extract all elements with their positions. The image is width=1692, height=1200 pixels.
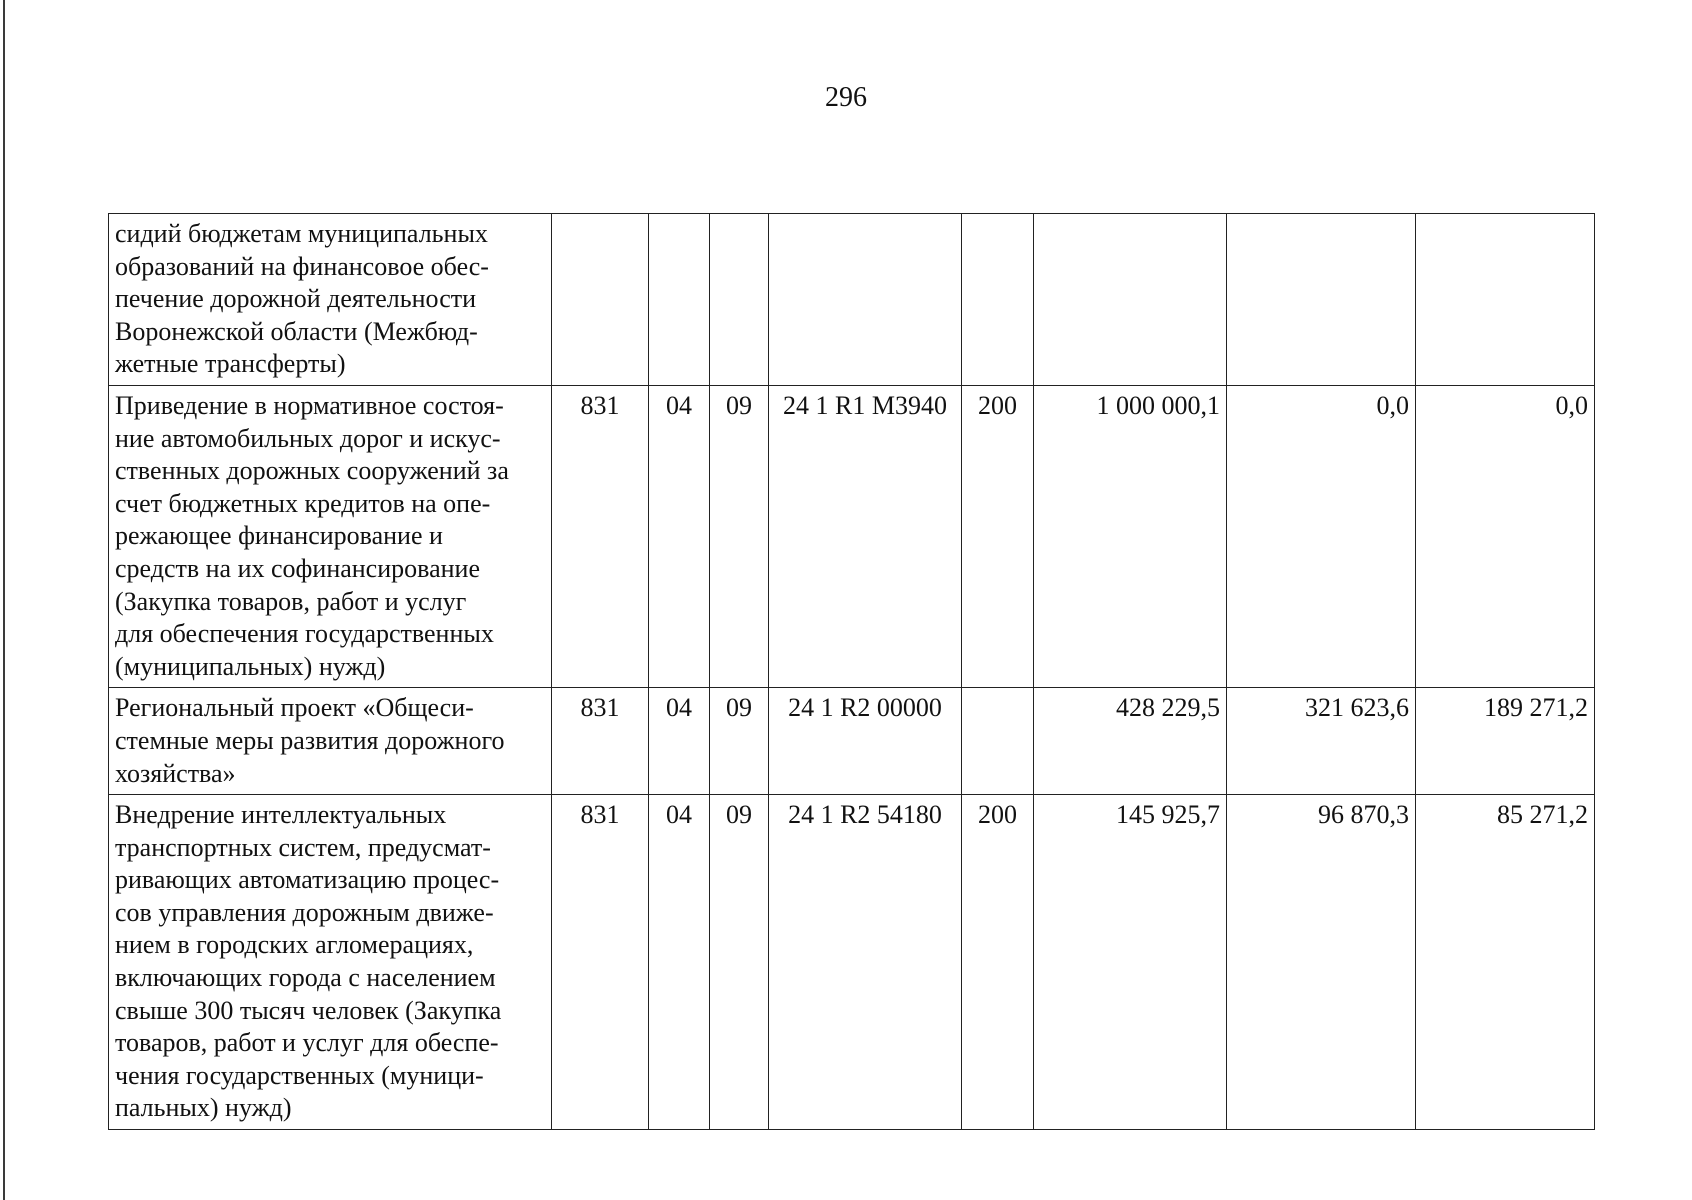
amount-year-3-cell: 189 271,2 bbox=[1416, 688, 1595, 795]
amount-year-1-cell: 428 229,5 bbox=[1034, 688, 1227, 795]
expense-type-cell: 200 bbox=[962, 385, 1034, 687]
target-article-cell: 24 1 R1 M3940 bbox=[769, 385, 962, 687]
expense-type-cell bbox=[962, 688, 1034, 795]
description-line: товаров, работ и услуг для обеспе- bbox=[115, 1028, 499, 1058]
amount-year-2-cell: 0,0 bbox=[1227, 385, 1416, 687]
amount-year-2-cell bbox=[1227, 214, 1416, 386]
table-row bbox=[109, 214, 1595, 386]
description-line: счет бюджетных кредитов на опе- bbox=[115, 488, 491, 518]
description-line: стемные меры развития дорожного bbox=[115, 725, 505, 755]
description-line: (муниципальных) нужд) bbox=[115, 651, 386, 681]
description-line: свыше 300 тысяч человек (Закупка bbox=[115, 995, 502, 1025]
description-line: (Закупка товаров, работ и услуг bbox=[115, 586, 467, 616]
subsection-code-cell bbox=[710, 214, 769, 386]
description-line: печение дорожной деятельности bbox=[115, 284, 477, 314]
description-line: ривающих автоматизацию процес- bbox=[115, 865, 500, 895]
description-line: пальных) нужд) bbox=[115, 1093, 292, 1123]
description-line: режающее финансирование и bbox=[115, 521, 443, 551]
expense-type-cell: 200 bbox=[962, 795, 1034, 1130]
page-number: 296 bbox=[825, 82, 867, 113]
expense-type-cell bbox=[962, 214, 1034, 386]
table-row bbox=[109, 688, 1595, 795]
target-article-cell bbox=[769, 214, 962, 386]
amount-year-3-cell: 0,0 bbox=[1416, 385, 1595, 687]
description-cell bbox=[109, 688, 552, 795]
ministry-code-cell: 831 bbox=[552, 795, 649, 1130]
amount-year-2-cell: 96 870,3 bbox=[1227, 795, 1416, 1130]
description-line: включающих города с населением bbox=[115, 963, 496, 993]
target-article-cell: 24 1 R2 00000 bbox=[769, 688, 962, 795]
description-line: Региональный проект «Общеси- bbox=[115, 693, 474, 723]
section-code-cell: 04 bbox=[649, 385, 710, 687]
description-cell bbox=[109, 385, 552, 687]
description-line: образований на финансовое обес- bbox=[115, 251, 489, 281]
description-line: жетные трансферты) bbox=[115, 349, 346, 379]
section-code-cell bbox=[649, 214, 710, 386]
description-line: хозяйства» bbox=[115, 758, 236, 788]
target-article-cell: 24 1 R2 54180 bbox=[769, 795, 962, 1130]
description-line: Приведение в нормативное состоя- bbox=[115, 390, 504, 420]
table-row bbox=[109, 795, 1595, 1130]
section-code-cell: 04 bbox=[649, 688, 710, 795]
description-line: средств на их софинансирование bbox=[115, 553, 480, 583]
table-row bbox=[109, 385, 1595, 687]
budget-table-body bbox=[109, 214, 1595, 1130]
subsection-code-cell: 09 bbox=[710, 795, 769, 1130]
description-line: чения государственных (муници- bbox=[115, 1060, 484, 1090]
ministry-code-cell bbox=[552, 214, 649, 386]
description-line: Внедрение интеллектуальных bbox=[115, 800, 447, 830]
amount-year-1-cell bbox=[1034, 214, 1227, 386]
description-line: ние автомобильных дорог и искус- bbox=[115, 423, 501, 453]
ministry-code-cell: 831 bbox=[552, 688, 649, 795]
subsection-code-cell: 09 bbox=[710, 688, 769, 795]
description-line: нием в городских агломерациях, bbox=[115, 930, 474, 960]
amount-year-2-cell: 321 623,6 bbox=[1227, 688, 1416, 795]
ministry-code-cell: 831 bbox=[552, 385, 649, 687]
description-cell bbox=[109, 214, 552, 386]
budget-table bbox=[108, 213, 1595, 1130]
description-line: ственных дорожных сооружений за bbox=[115, 456, 509, 486]
amount-year-3-cell bbox=[1416, 214, 1595, 386]
amount-year-3-cell: 85 271,2 bbox=[1416, 795, 1595, 1130]
description-line: транспортных систем, предусмат- bbox=[115, 832, 491, 862]
description-cell bbox=[109, 795, 552, 1130]
amount-year-1-cell: 145 925,7 bbox=[1034, 795, 1227, 1130]
description-line: для обеспечения государственных bbox=[115, 619, 494, 649]
section-code-cell: 04 bbox=[649, 795, 710, 1130]
subsection-code-cell: 09 bbox=[710, 385, 769, 687]
description-line: сидий бюджетам муниципальных bbox=[115, 219, 488, 248]
scan-left-edge bbox=[3, 0, 5, 1200]
description-line: Воронежской области (Межбюд- bbox=[115, 316, 478, 346]
amount-year-1-cell: 1 000 000,1 bbox=[1034, 385, 1227, 687]
description-line: сов управления дорожным движе- bbox=[115, 897, 494, 927]
